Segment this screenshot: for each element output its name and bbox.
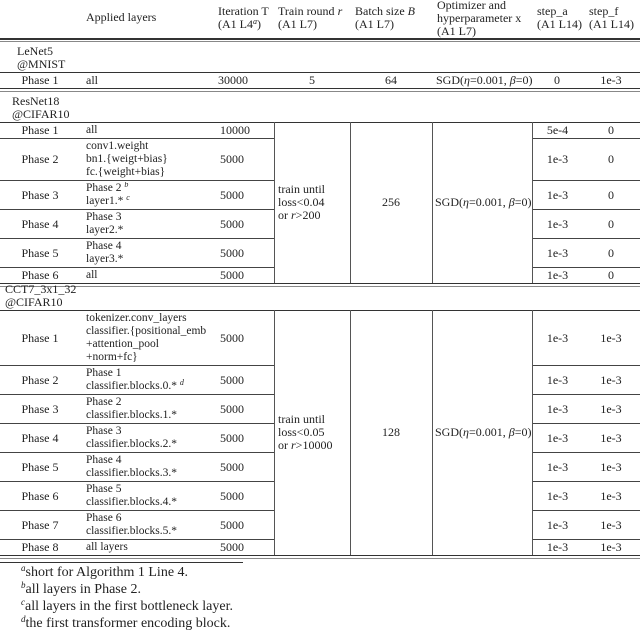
row-divider	[0, 539, 274, 540]
layer-line-wrap	[86, 438, 216, 451]
batch-size-var: B	[407, 5, 415, 18]
step-a-cell: 1e-3	[546, 247, 569, 260]
footnote-mark: b	[21, 580, 26, 590]
step-f-cell: 0	[608, 247, 614, 260]
iteration-cell: 5000	[220, 541, 244, 554]
footnote-mark: a	[21, 563, 26, 573]
footnote-a	[21, 564, 233, 581]
layer-line: classifier.blocks.5.*	[86, 525, 178, 537]
column-divider	[432, 122, 433, 283]
col-header-step-f	[589, 5, 640, 31]
col-header-step-f-line2: (A1 L14)	[589, 17, 634, 31]
row-divider	[532, 452, 640, 453]
phase-cell: Phase 6	[21, 490, 59, 503]
layer-line: Phase 4	[86, 240, 122, 252]
row-divider	[532, 423, 640, 424]
row-divider	[0, 238, 274, 239]
footnote-d	[21, 615, 233, 632]
beta-symbol: β	[508, 196, 515, 209]
train-round-limit: >200	[295, 208, 321, 222]
footnote-text: all layers in Phase 2.	[25, 582, 141, 597]
footnote-rule	[0, 562, 243, 563]
layer-line: all	[86, 269, 98, 281]
optimizer-cell	[436, 74, 532, 87]
footnotes	[21, 564, 233, 632]
layer-line-wrap	[86, 124, 216, 137]
header-rule-thin	[0, 41, 640, 42]
column-divider	[532, 310, 533, 555]
row-divider	[532, 180, 640, 181]
layer-line: Phase 1	[86, 367, 122, 379]
layer-line: Phase 3	[86, 211, 122, 223]
layers-cell	[86, 512, 216, 538]
train-round-line	[278, 209, 348, 222]
sgd-mid: =0.001,	[469, 74, 510, 87]
train-round-line: train until	[278, 183, 325, 196]
layer-line: tokenizer.conv_layers	[86, 312, 187, 324]
phase-cell: Phase 2	[21, 153, 59, 166]
step-a-cell: 1e-3	[546, 541, 569, 554]
section-rule	[0, 88, 640, 89]
step-f-cell: 1e-3	[600, 490, 622, 503]
step-a-cell: 1e-3	[546, 403, 569, 416]
layer-line: bn1.{weigt+bias}	[86, 153, 168, 165]
iteration-cell: 5000	[220, 218, 244, 231]
cct-dataset: @CIFAR10	[5, 295, 63, 309]
layer-line: +norm+fc}	[86, 351, 138, 363]
row-divider	[0, 122, 640, 123]
step-a-cell: 1e-3	[546, 490, 569, 503]
footnote-mark: c	[21, 597, 25, 607]
row-divider	[532, 510, 640, 511]
layer-line: classifier.blocks.3.*	[86, 467, 178, 479]
step-a-cell: 1e-3	[546, 332, 569, 345]
layer-line-wrap	[86, 409, 216, 422]
layer-line-wrap	[86, 312, 216, 325]
iteration-ref: (A1 L4	[218, 17, 253, 31]
step-f-cell: 1e-3	[600, 332, 622, 345]
footnote-c	[21, 598, 233, 615]
sgd-mid: =0.001,	[468, 196, 509, 209]
col-header-iteration-line2	[218, 18, 274, 31]
lenet-model: LeNet5	[17, 45, 53, 58]
iteration-cell: 10000	[220, 124, 250, 137]
section-rule	[0, 555, 640, 556]
train-round-line: loss<0.04	[278, 195, 325, 209]
col-header-train-round	[278, 5, 350, 31]
layer-line-wrap	[86, 396, 216, 409]
train-round-cell	[278, 183, 348, 222]
layers-cell	[86, 541, 216, 554]
layer-line-wrap	[86, 224, 216, 237]
train-round-line: loss<0.05	[278, 425, 325, 439]
col-header-batch-line2: (A1 L7)	[355, 17, 394, 31]
footnote-mark-a: a	[253, 17, 257, 26]
step-f-cell: 1e-3	[600, 374, 622, 387]
phase-cell: Phase 5	[21, 461, 59, 474]
col-header-optimizer-line3: (A1 L7)	[437, 24, 476, 38]
col-header-train-round-line2: (A1 L7)	[278, 17, 317, 31]
step-a-cell: 1e-3	[546, 461, 569, 474]
row-divider	[0, 180, 274, 181]
layer-line: classifier.blocks.4.*	[86, 496, 178, 508]
sgd-post: =0)	[514, 196, 531, 209]
col-header-applied-layers: Applied layers	[86, 11, 157, 24]
layer-line-wrap	[86, 351, 216, 364]
train-round-cell	[278, 413, 348, 452]
layer-line: classifier.{positional_emb	[86, 325, 207, 337]
layers-cell	[86, 483, 216, 509]
layer-line: Phase 2	[86, 182, 125, 194]
row-divider	[0, 209, 274, 210]
layer-line-wrap	[86, 240, 216, 253]
row-divider	[532, 267, 640, 268]
iteration-cell: 5000	[220, 432, 244, 445]
footnote-text: the first transformer encoding block.	[25, 616, 231, 631]
col-header-batch-size	[355, 5, 432, 31]
step-f-cell: 0	[608, 269, 614, 282]
batch-cell: 256	[382, 196, 400, 209]
step-f-cell: 1e-3	[600, 461, 622, 474]
step-a-cell: 1e-3	[546, 374, 569, 387]
step-f-cell: 0	[608, 189, 614, 202]
train-round-var: r	[291, 208, 296, 222]
row-divider	[532, 539, 640, 540]
layer-line: Phase 6	[86, 512, 122, 524]
layer-line: all	[86, 124, 98, 136]
iteration-cell: 5000	[220, 269, 244, 282]
section-rule-thin	[0, 558, 640, 559]
optimizer-cell	[435, 426, 531, 439]
phase-cell: Phase 3	[21, 403, 59, 416]
layer-line-wrap	[86, 325, 216, 338]
layer-line-wrap	[86, 380, 216, 393]
layers-cell	[86, 367, 216, 393]
column-divider	[532, 122, 533, 283]
layers-cell	[86, 396, 216, 422]
iteration-cell: 5000	[220, 189, 244, 202]
layer-line-wrap	[86, 195, 216, 208]
footnote-text: short for Algorithm 1 Line 4.	[25, 565, 189, 580]
iteration-cell: 5000	[220, 374, 244, 387]
step-f-cell: 0	[608, 124, 614, 137]
row-divider	[0, 510, 274, 511]
phase-cell: Phase 7	[21, 519, 59, 532]
step-f-cell: 1e-3	[600, 541, 622, 554]
row-divider	[0, 481, 274, 482]
phase-cell: Phase 6	[21, 269, 59, 282]
eta-symbol: η	[463, 196, 469, 209]
layer-line-wrap	[86, 253, 216, 266]
col-header-step-f-line1: step_f	[589, 5, 619, 18]
col-header-optimizer	[437, 0, 532, 38]
phase-cell: Phase 1	[21, 124, 59, 137]
footnote-text: all layers in the first bottleneck layer.	[25, 599, 233, 614]
iteration-cell: 5000	[220, 403, 244, 416]
batch-cell: 128	[382, 426, 400, 439]
row-divider	[0, 138, 274, 139]
train-round-label: Train round	[278, 5, 338, 18]
footnote-b	[21, 581, 233, 598]
step-a-cell: 1e-3	[546, 269, 569, 282]
layer-line-wrap	[86, 467, 216, 480]
layer-line: all layers	[86, 541, 128, 553]
layer-line-wrap	[86, 483, 216, 496]
col-header-iteration	[218, 5, 274, 31]
column-divider	[432, 310, 433, 555]
train-round-or: or	[278, 208, 291, 222]
sgd-mid: =0.001,	[468, 426, 509, 439]
step-a-cell: 1e-3	[546, 519, 569, 532]
train-round-line	[278, 439, 348, 452]
step-a-cell: 1e-3	[546, 153, 569, 166]
step-a-cell: 0	[554, 74, 560, 87]
row-divider	[0, 267, 274, 268]
batch-size-label: Batch size	[355, 5, 408, 18]
layer-line-wrap	[86, 454, 216, 467]
row-divider	[0, 72, 640, 73]
layers-cell	[86, 211, 216, 237]
row-divider	[532, 209, 640, 210]
col-header-step-a	[537, 5, 585, 31]
footnote-mark: d	[179, 378, 184, 387]
layer-line-wrap	[86, 140, 216, 153]
layer-line-wrap	[86, 211, 216, 224]
cct-model: CCT7_3x1_32	[5, 283, 77, 296]
train-round-cell: 5	[309, 74, 315, 87]
lenet-dataset: @MNIST	[17, 57, 66, 71]
layer-line: layer3.*	[86, 253, 124, 265]
section-title-lenet	[17, 45, 137, 71]
layer-line-wrap	[86, 166, 216, 179]
layer-line-wrap	[86, 512, 216, 525]
header-rule-thick	[0, 38, 640, 40]
step-a-cell: 5e-4	[546, 124, 569, 137]
layer-line: classifier.blocks.0.*	[86, 380, 180, 392]
layer-line: Phase 4	[86, 454, 122, 466]
row-divider	[532, 365, 640, 366]
sgd-post: =0)	[515, 74, 532, 87]
col-header-step-a-line2: (A1 L14)	[537, 17, 582, 31]
layer-line-wrap	[86, 425, 216, 438]
step-f-cell: 0	[608, 153, 614, 166]
iteration-cell: 5000	[220, 247, 244, 260]
layers-cell	[86, 140, 216, 179]
step-a-cell: 1e-3	[546, 218, 569, 231]
train-round-line: train until	[278, 413, 325, 426]
phase-cell: Phase 3	[21, 189, 59, 202]
iteration-cell: 5000	[220, 519, 244, 532]
step-a-cell: 1e-3	[546, 432, 569, 445]
sgd-pre: SGD(	[435, 426, 464, 439]
layer-line-wrap	[86, 338, 216, 351]
step-f-cell: 0	[608, 218, 614, 231]
phase-cell: Phase 5	[21, 247, 59, 260]
column-divider	[274, 122, 275, 283]
row-divider	[0, 365, 274, 366]
phase-cell: Phase 1	[21, 74, 59, 87]
row-divider	[0, 452, 274, 453]
layer-line: layer2.*	[86, 224, 124, 236]
layer-line-wrap	[86, 525, 216, 538]
layers-cell	[86, 124, 216, 137]
layer-line-wrap	[86, 496, 216, 509]
column-divider	[274, 310, 275, 555]
step-f-cell: 1e-3	[600, 403, 622, 416]
eta-symbol: η	[463, 426, 469, 439]
layer-line-wrap	[86, 182, 216, 195]
step-a-cell: 1e-3	[546, 189, 569, 202]
batch-cell: 64	[385, 74, 397, 87]
beta-symbol: β	[508, 426, 515, 439]
col-header-iteration-line1: Iteration T	[218, 5, 269, 18]
layer-line: Phase 5	[86, 483, 122, 495]
eta-symbol: η	[464, 74, 470, 87]
row-divider	[0, 423, 274, 424]
sgd-pre: SGD(	[435, 196, 464, 209]
layer-line: fc.{weight+bias}	[86, 166, 166, 178]
layers-cell	[86, 240, 216, 266]
phase-cell: Phase 4	[21, 432, 59, 445]
section-title-resnet	[12, 95, 132, 121]
layer-line-wrap	[86, 153, 216, 166]
iteration-cell: 5000	[220, 461, 244, 474]
layer-line: Phase 2	[86, 396, 122, 408]
resnet-model: ResNet18	[12, 95, 60, 108]
train-round-limit: >10000	[295, 438, 333, 452]
step-f-cell: 1e-3	[600, 74, 622, 87]
footnote-mark: d	[21, 614, 26, 624]
resnet-dataset: @CIFAR10	[12, 107, 70, 121]
phase-cell: Phase 2	[21, 374, 59, 387]
iteration-cell: 30000	[218, 74, 248, 87]
step-f-cell: 1e-3	[600, 432, 622, 445]
layer-line: classifier.blocks.1.*	[86, 409, 178, 421]
optimizer-cell	[435, 196, 531, 209]
train-round-or: or	[278, 438, 291, 452]
row-divider	[532, 394, 640, 395]
col-header-optimizer-line2: hyperparameter x	[437, 11, 522, 25]
footnote-mark: b	[124, 182, 129, 189]
layers-cell	[86, 454, 216, 480]
row-divider	[532, 138, 640, 139]
beta-symbol: β	[509, 74, 516, 87]
section-rule-thin	[0, 91, 640, 92]
layer-line-wrap	[86, 367, 216, 380]
col-header-step-a-line1: step_a	[537, 5, 568, 18]
layers-cell	[86, 425, 216, 451]
footnote-mark: c	[126, 193, 130, 202]
iteration-cell: 5000	[220, 153, 244, 166]
layer-line: Phase 3	[86, 425, 122, 437]
layer-line: layer1.*	[86, 195, 127, 207]
layer-line: conv1.weight	[86, 140, 149, 152]
layers-cell	[86, 182, 216, 208]
section-title-cct	[5, 283, 145, 309]
sgd-pre: SGD(	[436, 74, 465, 87]
col-header-optimizer-line1: Optimizer and	[437, 0, 506, 12]
layers-cell	[86, 269, 216, 282]
sgd-post: =0)	[514, 426, 531, 439]
layer-line: +attention_pool	[86, 338, 159, 350]
row-divider	[532, 481, 640, 482]
row-divider	[0, 310, 640, 311]
layer-line: classifier.blocks.2.*	[86, 438, 178, 450]
layers-cell	[86, 312, 216, 364]
layer-line-wrap	[86, 541, 216, 554]
train-round-var: r	[291, 438, 296, 452]
iteration-ref-close: )	[257, 17, 261, 31]
layers-cell: all	[86, 74, 98, 87]
layer-line-wrap	[86, 269, 216, 282]
train-round-var: r	[337, 5, 343, 18]
phase-cell: Phase 1	[21, 332, 59, 345]
iteration-cell: 5000	[220, 490, 244, 503]
phase-cell: Phase 8	[21, 541, 59, 554]
iteration-cell: 5000	[220, 332, 244, 345]
phase-cell: Phase 4	[21, 218, 59, 231]
row-divider	[532, 238, 640, 239]
step-f-cell: 1e-3	[600, 519, 622, 532]
row-divider	[0, 394, 274, 395]
